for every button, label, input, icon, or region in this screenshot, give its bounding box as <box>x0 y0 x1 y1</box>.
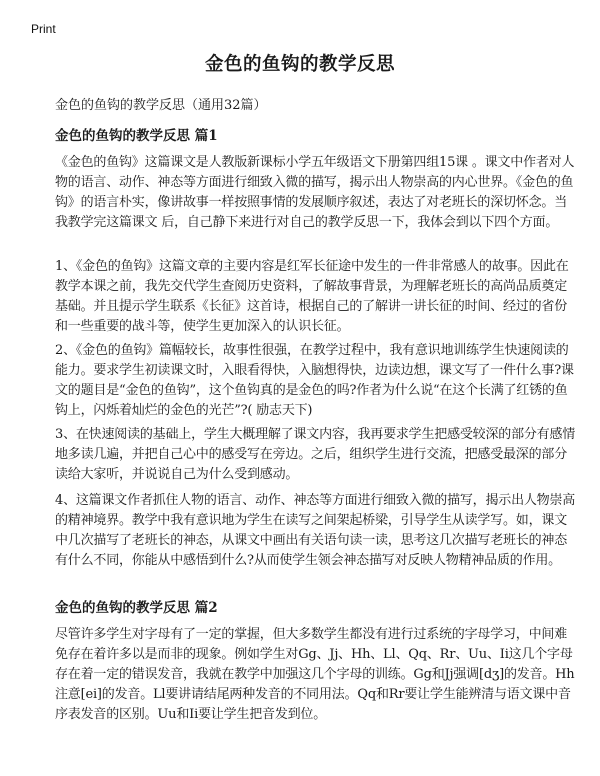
section-heading: 金色的鱼钩的教学反思 篇2 <box>55 600 218 616</box>
page-title: 金色的鱼钩的教学反思 <box>204 54 395 75</box>
paragraph: 1、《金色的鱼钩》这篇文章的主要内容是红军长征途中发生的一件非常感人的故事。因此在教学本课之前，我先交代学生查阅历史资料，了解故事背景，为理解老班长的高尚品质奠定基础。并且提示学生联系《长征》这首诗，根据自己的了解讲一讲长征的时间、经过的省份和一些重要的战斗等，使学生更加深入的认识长征。 <box>55 259 569 334</box>
paragraph: 《金色的鱼钩》这篇课文是人教版新课标小学五年级语文下册第四组15课 。课文中作者对人物的语言、动作、神态等方面进行细致入微的描写，揭示出人物崇高的内心世界。《金色的鱼钩》的语言朴实，像讲故事一样按照事情的发展顺序叙述，表达了对老班长的深切怀念。当我教学完这篇课文 后，自己静下来进行对自己的教学反思一下，我体会到以下四个方面。 <box>55 155 575 230</box>
paragraph: 尽管许多学生对字母有了一定的掌握，但大多数学生都没有进行过系统的字母学习，中间难免存在着许多以是而非的现象。例如学生对Gg、Jj、Hh、Ll、Qq、Rr、Uu、Ii这几个字母存在着一定的错误发音，我就在教学中加强这几个字母的训练。Gg和Jj强调[dʒ]的发音。Hh注意[ei]的发音。Ll要讲请结尾两种发音的不同用法。Qq和Rr要让学生能辨清与语文课中音序表发音的区别。Uu和Ii要让学生把音发到位。 <box>55 627 575 722</box>
page-subtitle: 金色的鱼钩的教学反思（通用32篇） <box>55 98 267 113</box>
paragraph: 3、在快速阅读的基础上，学生大概理解了课文内容，我再要求学生把感受较深的部分有感情地多读几遍，并把自己心中的感受写在旁边。之后，组织学生进行交流，把感受最深的部分读给大家听，并说说自己为什么受到感动。 <box>55 427 576 482</box>
section-heading: 金色的鱼钩的教学反思 篇1 <box>55 128 218 144</box>
paragraph: 4、这篇课文作者抓住人物的语言、动作、神态等方面进行细致入微的描写，揭示出人物崇高的精神境界。教学中我有意识地为学生在读写之间架起桥梁，引导学生从读学写。如，课文中几次描写了老班长的神态，从课文中画出有关语句读一读，思考这几次描写老班长的神态有什么不同，你能从中感悟到什么?从而使学生领会神态描写对反映人物精神品质的作用。 <box>55 493 576 568</box>
print-link[interactable]: Print <box>31 22 56 36</box>
paragraph: 2、《金色的鱼钩》篇幅较长，故事性很强，在教学过程中，我有意识地训练学生快速阅读的能力。要求学生初读课文时，入眼看得快，入脑想得快，边读边想，课文写了一件什么事?课文的题目是“金色的鱼钩”，这个鱼钩真的是金色的吗?作者为什么说“在这个长满了红锈的鱼钩上，闪烁着灿烂的金色的光芒”?( 励志天下) <box>55 343 574 418</box>
